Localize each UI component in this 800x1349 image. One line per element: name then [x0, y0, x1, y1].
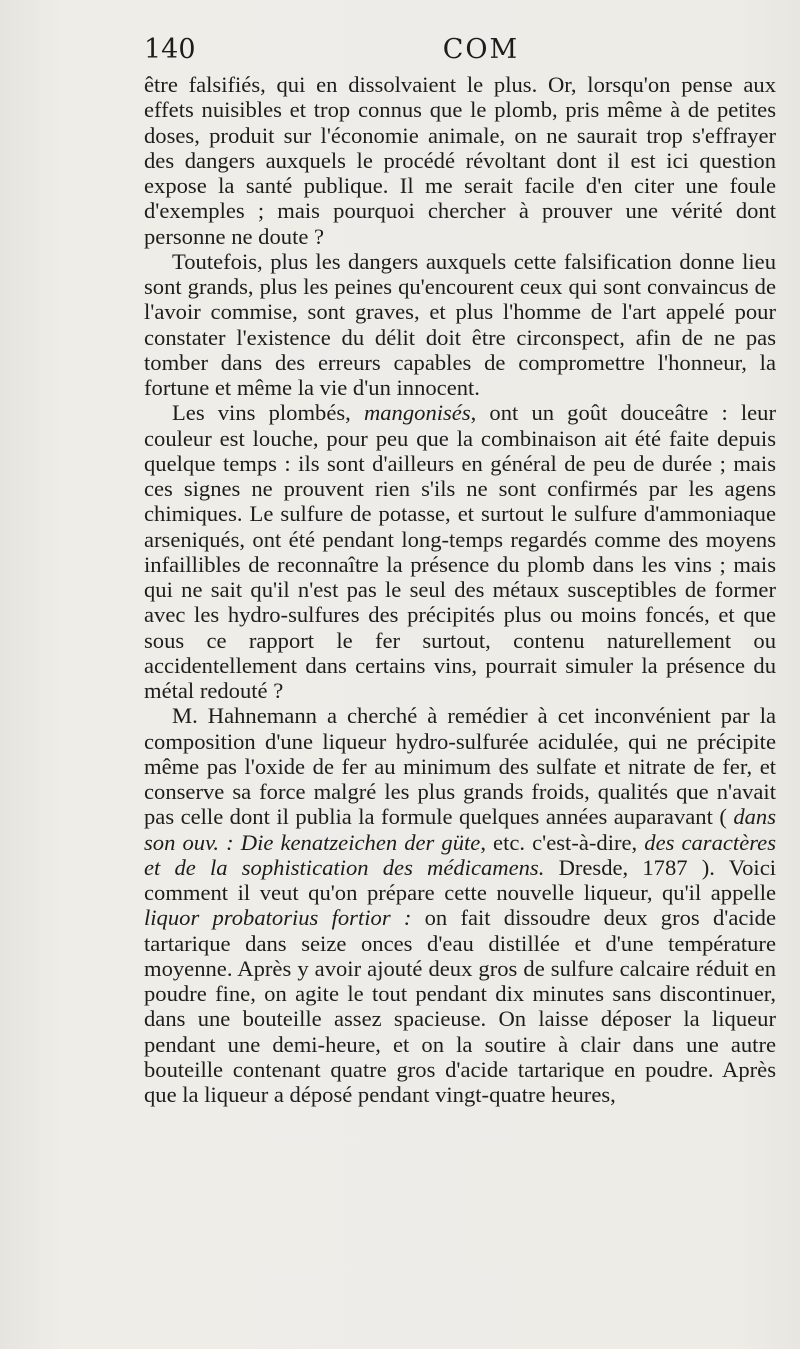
- paragraph: être falsifiés, qui en dissolvaient le plus. Or, lorsqu'on pense aux effets nuisibles et trop connus que le plomb, pris même à de petites doses, produit sur l'économie animale, on ne saurait trop s'effrayer des dangers auxquels le procédé révoltant dont il est ici question expose la santé publique. Il me serait facile d'en citer une foule d'exemples ; mais pourquoi chercher à prouver une vérité dont personne ne doute ?: [144, 72, 776, 249]
- italic-reference: des caractères et de la sophistication des médicamens.: [144, 829, 776, 880]
- body-text: [144, 72, 776, 1107]
- text-run: , ont un goût douceâtre : leur couleur est louche, pour peu que la combinaison ait été faite depuis quelque temps : ils sont d'ailleurs en général de peu de durée ; mais ces signes ne prouvent rien s'ils ne sont confirmés par les agens chimiques. Le sulfure de potasse, et surtout le sulfure d'ammoniaque arseniqués, ont été pendant long-temps regardés comme des moyens infaillibles de reconnaître la présence du plomb dans les vins ; mais qui ne sait qu'il n'est pas le seul des métaux susceptibles de former avec les hydro-sulfures des précipités plus ou moins foncés, et que sous ce rapport le fer surtout, contenu naturellement ou accidentellement dans certains vins, pourrait simuler la présence du métal redouté ?: [144, 400, 776, 703]
- italic-reference: dans son ouv. : Die kenatzeichen der güte: [144, 804, 776, 855]
- text-run: Les vins plombés,: [172, 400, 364, 426]
- text-run: M. Hahnemann a cherché à remédier à cet inconvénient par la composition d'une liqueur hydro-sulfurée acidulée, qui ne précipite même pas l'oxide de fer au minimum des sulfate et nitrate de fer, et conserve sa force malgré les plus grands froids, qualités que n'avait pas celle dont il publia la formule quelques années auparavant (: [144, 703, 776, 830]
- paragraph: [144, 400, 776, 703]
- paragraph: [144, 703, 776, 1107]
- text-run: , etc. c'est-à-dire,: [480, 829, 645, 855]
- paragraph: Toutefois, plus les dangers auxquels cette falsification donne lieu sont grands, plus les peines qu'encourent ceux qui sont convaincus de l'avoir commise, sont graves, et plus l'homme de l'art appelé pour constater l'existence du délit doit être circonspect, afin de ne pas tomber dans des erreurs capables de compromettre l'honneur, la fortune et même la vie d'un innocent.: [144, 248, 776, 400]
- italic-term: mangonisés: [363, 400, 471, 426]
- italic-term: liquor probatorius fortior :: [144, 905, 412, 931]
- running-title: COM: [442, 34, 520, 65]
- text-run: Dresde, 1787 ). Voici comment il veut qu'on prépare cette nouvelle liqueur, qu'il appelle: [144, 854, 776, 905]
- text-run: on fait dissoudre deux gros d'acide tartarique dans seize onces d'eau distillée et d'une température moyenne. Après y avoir ajouté deux gros de sulfure calcaire réduit en poudre fine, on agite le tout pendant dix minutes sans discontinuer, dans une bouteille assez spacieuse. On laisse déposer la liqueur pendant une demi-heure, et on la soutire à clair dans une autre bouteille contenant quatre gros d'acide tartarique en poudre. Après que la liqueur a déposé pendant vingt-quatre heures,: [144, 905, 776, 1107]
- page-number: 140: [144, 34, 196, 65]
- page-header: [144, 34, 778, 66]
